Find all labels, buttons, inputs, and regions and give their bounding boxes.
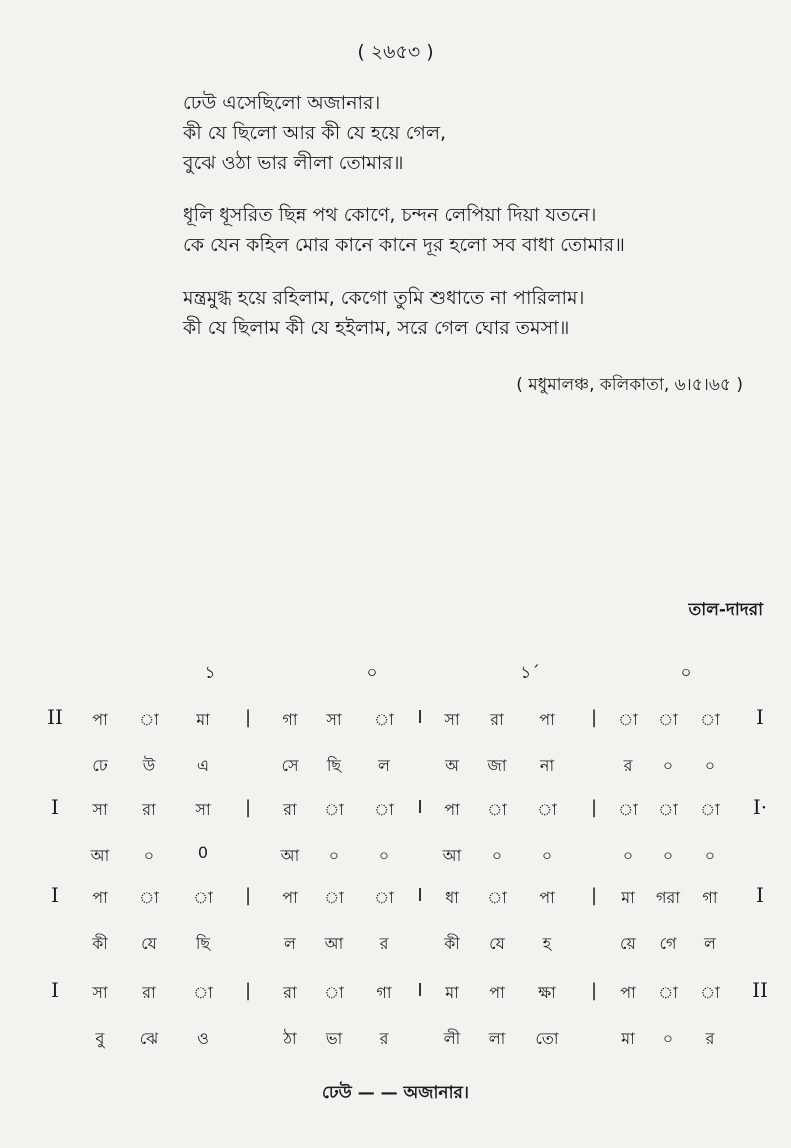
- beat-marker: ০: [680, 663, 692, 683]
- start-barline: I: [51, 795, 59, 819]
- note-cell: া: [700, 710, 720, 729]
- note-cell: গরা: [656, 888, 680, 907]
- lyric-syllable: হ: [542, 934, 552, 953]
- lyric-syllable: সে: [281, 756, 299, 775]
- note-cell: া: [658, 800, 678, 819]
- vibhag-divider: |: [244, 797, 252, 818]
- note-cell: া: [487, 888, 507, 907]
- lyric-syllable: ০: [143, 846, 155, 865]
- note-cell: পা: [489, 983, 505, 1002]
- lyric-syllable: ছি: [195, 934, 211, 953]
- note-cell: গা: [282, 710, 298, 729]
- note-cell: সা: [92, 983, 108, 1002]
- start-barline: I: [51, 978, 59, 1002]
- note-cell: পা: [539, 710, 555, 729]
- tala-label: তাল-দাদরা: [688, 600, 763, 620]
- vibhag-divider: |: [244, 980, 252, 1001]
- lyric-syllable: না: [539, 756, 555, 775]
- end-barline: I: [756, 883, 764, 907]
- lyric-syllable: ০: [704, 846, 716, 865]
- lyric-syllable: লী: [443, 1029, 461, 1048]
- lyric-syllable: জা: [487, 756, 507, 775]
- note-cell: া: [658, 983, 678, 1002]
- lyric-syllable: আ: [442, 846, 462, 865]
- lyric-syllable: ০: [662, 756, 674, 775]
- note-cell: া: [324, 800, 344, 819]
- lyric-line: কে যেন কহিল মোর কানে কানে দূর হলো সব বাধা তোমার॥: [183, 234, 625, 256]
- page-number: ( ২৬৫৩ ): [357, 41, 434, 63]
- lyric-syllable: ল: [284, 934, 296, 953]
- lyric-syllable: আ: [90, 846, 110, 865]
- note-cell: রা: [142, 800, 156, 819]
- lyric-syllable: র: [379, 1029, 389, 1048]
- lyric-syllable: ঠা: [283, 1029, 297, 1048]
- lyric-syllable: ০: [378, 846, 390, 865]
- note-cell: ধা: [445, 888, 459, 907]
- start-barline: I: [51, 883, 59, 907]
- vibhag-divider: |: [244, 707, 252, 728]
- lyric-syllable: র: [705, 1029, 715, 1048]
- note-cell: া: [618, 710, 638, 729]
- note-cell: রা: [283, 983, 297, 1002]
- lyric-syllable: ০: [491, 846, 503, 865]
- lyrics-stanza-2: [183, 200, 625, 260]
- lyric-line: কী যে ছিলাম কী যে হইলাম, সরে গেল ঘোর তমসা॥: [183, 317, 570, 339]
- note-cell: সা: [195, 800, 211, 819]
- note-cell: া: [618, 800, 638, 819]
- vibhag-divider: |: [590, 980, 598, 1001]
- note-cell: পা: [92, 710, 108, 729]
- vibhag-divider: I: [417, 980, 423, 1001]
- lyric-line: বুঝে ওঠা ভার লীলা তোমার॥: [183, 152, 404, 174]
- vibhag-divider: I: [417, 885, 423, 906]
- lyrics-stanza-3: [183, 283, 584, 343]
- lyric-syllable: উ: [142, 756, 156, 775]
- note-cell: া: [193, 888, 213, 907]
- end-barline: I: [756, 705, 764, 729]
- note-cell: সা: [92, 800, 108, 819]
- vibhag-divider: |: [590, 885, 598, 906]
- lyric-syllable: ও: [197, 1029, 209, 1048]
- lyric-syllable: মা: [621, 1029, 635, 1048]
- note-cell: া: [374, 888, 394, 907]
- lyric-syllable: ০: [541, 846, 553, 865]
- lyric-syllable: বু: [95, 1029, 105, 1048]
- lyric-syllable: ০: [662, 1029, 674, 1048]
- note-cell: গা: [702, 888, 718, 907]
- note-cell: সা: [326, 710, 342, 729]
- note-cell: া: [700, 983, 720, 1002]
- beat-marker: ০: [366, 663, 378, 683]
- lyric-line: ঢেউ এসেছিলো অজানার।: [183, 92, 381, 114]
- source-citation: ( মধুমালঞ্চ, কলিকাতা, ৬।৫।৬৫ ): [516, 375, 743, 395]
- lyric-syllable: কী: [92, 934, 108, 953]
- beat-marker: ১: [204, 663, 216, 683]
- note-cell: রা: [490, 710, 504, 729]
- vibhag-divider: |: [590, 797, 598, 818]
- note-cell: রা: [142, 983, 156, 1002]
- lyric-syllable: ০: [328, 846, 340, 865]
- note-cell: া: [700, 800, 720, 819]
- lyric-syllable: ঝে: [139, 1029, 159, 1048]
- note-cell: পা: [620, 983, 636, 1002]
- note-cell: পা: [282, 888, 298, 907]
- lyric-line: মন্ত্রমুগ্ধ হয়ে রহিলাম, কেগো তুমি শুধাতে না পারিলাম।: [183, 287, 585, 309]
- note-cell: া: [324, 888, 344, 907]
- lyric-syllable: র: [623, 756, 633, 775]
- note-cell: া: [658, 710, 678, 729]
- lyric-syllable: আ: [324, 934, 344, 953]
- lyric-syllable: ভা: [325, 1029, 343, 1048]
- lyric-line: কী যে ছিলো আর কী যে হয়ে গেল,: [183, 122, 447, 144]
- lyric-syllable: র: [379, 934, 389, 953]
- lyric-syllable: লা: [488, 1029, 506, 1048]
- vibhag-divider: |: [244, 885, 252, 906]
- lyric-syllable: যে: [489, 934, 505, 953]
- refrain-line: ঢেউ — — অজানার।: [322, 1083, 469, 1103]
- lyric-syllable: ল: [704, 934, 716, 953]
- lyric-syllable: ল: [378, 756, 390, 775]
- start-barline: II: [47, 705, 63, 729]
- lyrics-stanza-1: [183, 88, 446, 178]
- note-cell: মা: [445, 983, 459, 1002]
- note-cell: মা: [621, 888, 635, 907]
- lyric-syllable: 0: [197, 843, 209, 862]
- note-cell: সা: [444, 710, 460, 729]
- note-cell: া: [139, 888, 159, 907]
- lyric-line: ধূলি ধূসরিত ছিন্ন পথ কোণে, চন্দন লেপিয়া দিয়া যতনে।: [183, 204, 597, 226]
- beat-marker: ১´: [520, 663, 540, 683]
- note-cell: া: [487, 800, 507, 819]
- note-cell: া: [139, 710, 159, 729]
- note-cell: া: [537, 800, 557, 819]
- note-cell: গা: [376, 983, 392, 1002]
- note-cell: পা: [444, 800, 460, 819]
- note-cell: মা: [196, 710, 210, 729]
- lyric-syllable: অ: [445, 756, 459, 775]
- lyric-syllable: ছি: [326, 756, 342, 775]
- note-cell: া: [374, 800, 394, 819]
- lyric-syllable: ০: [662, 846, 674, 865]
- note-cell: া: [193, 983, 213, 1002]
- lyric-syllable: আ: [280, 846, 300, 865]
- note-cell: পা: [539, 888, 555, 907]
- note-cell: পা: [92, 888, 108, 907]
- lyric-syllable: এ: [196, 756, 210, 775]
- note-cell: ক্ষা: [538, 983, 556, 1002]
- lyric-syllable: ০: [704, 756, 716, 775]
- note-cell: া: [374, 710, 394, 729]
- note-cell: া: [324, 983, 344, 1002]
- lyric-syllable: ০: [622, 846, 634, 865]
- lyric-syllable: যে: [141, 934, 157, 953]
- end-barline: I·: [752, 795, 768, 819]
- vibhag-divider: I: [417, 707, 423, 728]
- lyric-syllable: গে: [659, 934, 677, 953]
- vibhag-divider: I: [417, 797, 423, 818]
- lyric-syllable: কী: [444, 934, 460, 953]
- end-barline: II: [752, 978, 768, 1002]
- lyric-syllable: তো: [535, 1029, 559, 1048]
- vibhag-divider: |: [590, 707, 598, 728]
- lyric-syllable: ঢে: [92, 756, 108, 775]
- note-cell: রা: [283, 800, 297, 819]
- lyric-syllable: য়ে: [620, 934, 636, 953]
